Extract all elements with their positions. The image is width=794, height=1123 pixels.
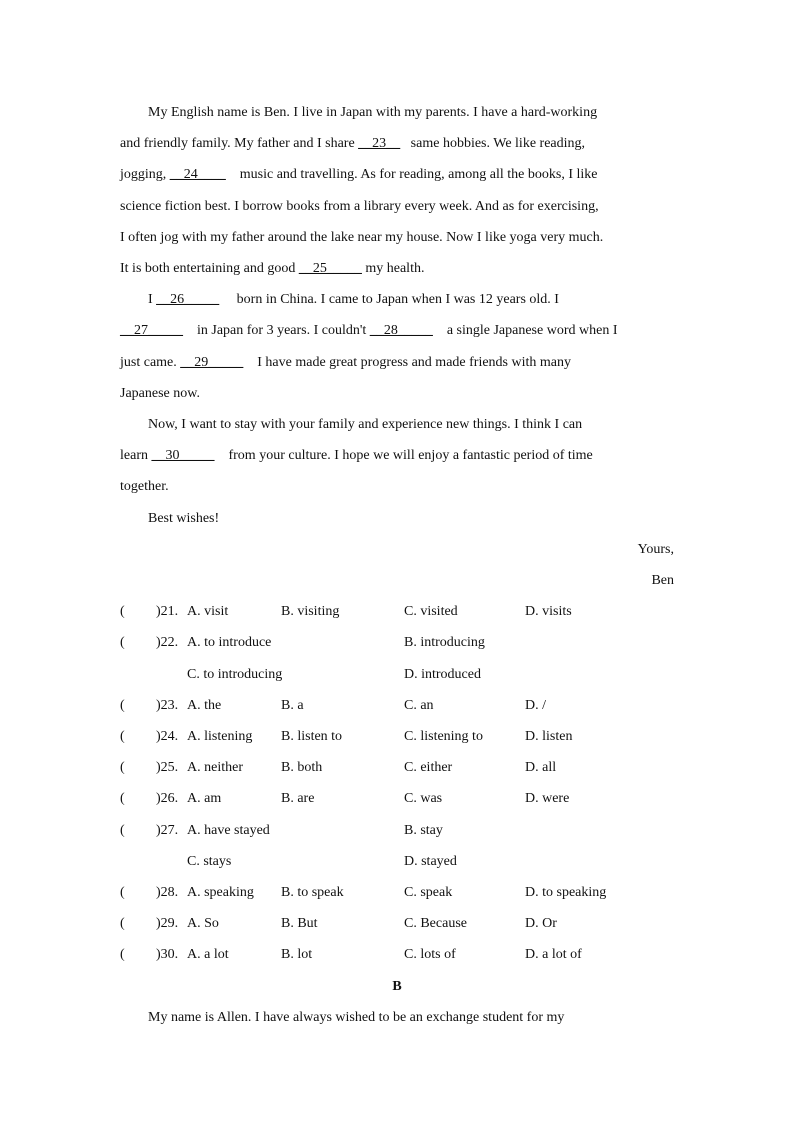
option-d: D. listen (525, 729, 573, 744)
question-row-continued (120, 659, 674, 690)
para2-line3: just came. __29_____ I have made great progress and made friends with many (120, 354, 571, 370)
question-list (120, 596, 674, 970)
question-row (120, 908, 674, 939)
option-a: A. the (187, 697, 222, 713)
letter-signature: Ben (651, 573, 674, 589)
para1-line4: science fiction best. I borrow books from a library every week. And as for exercising, (120, 198, 599, 214)
option-c: C. lots of (404, 947, 456, 963)
passage-a-paragraph-3 (120, 409, 674, 503)
question-number: )30. (156, 947, 179, 963)
option-b: B. But (281, 916, 318, 932)
para1-line3: jogging, __24____ music and travelling. As for reading, among all the books, I like (120, 167, 598, 183)
para1-line5: I often jog with my father around the lake near my house. Now I like yoga very much. (120, 229, 604, 245)
blank-26: __26_____ (156, 292, 220, 308)
option-a: A. speaking (187, 884, 254, 900)
question-number: )21. (156, 604, 179, 620)
option-b: B. lot (281, 947, 313, 963)
option-c: C. was (404, 791, 443, 807)
option-d: D. / (525, 697, 546, 713)
answer-paren[interactable]: ( (120, 760, 125, 776)
passage-a-paragraph-2: I __26_____ born in China. I came to Japan when I was 12 years old. I __27_____ in Japan for 3 years. I couldn't __28_____ a single Japanese word when I just came. __29_____ I have made great progress and made friends with many Japanese now. (120, 284, 674, 409)
option-c: C. listening to (404, 729, 483, 744)
blank-27: __27_____ (120, 323, 183, 339)
section-b-intro: My name is Allen. I have always wished to be an exchange student for my (148, 1009, 565, 1025)
question-row (120, 690, 674, 721)
option-a: A. So (187, 916, 219, 932)
passage-a-paragraph-1 (120, 97, 674, 284)
option-d: D. introduced (404, 666, 481, 682)
option-b: B. introducing (404, 635, 485, 651)
question-row (120, 596, 674, 627)
option-b: B. a (281, 697, 304, 713)
blank-24: __24____ (169, 167, 226, 183)
para2-line4: Japanese now. (120, 385, 200, 401)
section-b-heading: B (392, 978, 402, 994)
answer-paren[interactable]: ( (120, 635, 125, 651)
option-a: A. am (187, 791, 222, 807)
answer-paren[interactable]: ( (120, 729, 125, 744)
option-b: B. are (281, 791, 315, 807)
option-b: B. to speak (281, 884, 344, 900)
option-b: B. both (281, 760, 323, 776)
option-a: A. listening (187, 729, 253, 744)
answer-paren[interactable]: ( (120, 916, 125, 932)
letter-greeting: Best wishes! (148, 510, 220, 526)
option-d: D. were (525, 791, 570, 807)
para1-line1: My English name is Ben. I live in Japan with my parents. I have a hard-working (148, 105, 598, 120)
option-a: A. have stayed (187, 822, 270, 838)
para3-line1: Now, I want to stay with your family and experience new things. I think I can (148, 417, 583, 433)
para1-line6: It is both entertaining and good __25_____ my health. (120, 261, 425, 277)
para3-line2: learn __30_____ from your culture. I hope we will enjoy a fantastic period of time (120, 448, 593, 464)
option-a: A. a lot (187, 947, 229, 963)
option-d: D. visits (525, 604, 572, 620)
blank-28: __28_____ (369, 323, 433, 339)
option-c: C. speak (404, 884, 453, 900)
question-row-continued (120, 846, 674, 877)
blank-23: __23__ (358, 136, 401, 152)
option-d: D. stayed (404, 853, 457, 869)
letter-closing: Yours, (637, 541, 674, 557)
option-a: A. to introduce (187, 635, 272, 651)
option-c: C. visited (404, 604, 458, 620)
option-c: C. either (404, 760, 453, 776)
answer-paren[interactable]: ( (120, 604, 125, 620)
option-d: D. to speaking (525, 884, 607, 900)
question-number: )23. (156, 697, 179, 713)
answer-paren[interactable]: ( (120, 697, 125, 713)
blank-25: __25_____ (298, 261, 362, 277)
answer-paren[interactable]: ( (120, 822, 125, 838)
option-c: C. stays (187, 853, 232, 869)
question-number: )28. (156, 884, 179, 900)
option-b: B. stay (404, 822, 443, 838)
para2-line2: __27_____ in Japan for 3 years. I couldn't __28_____ a single Japanese word when I (120, 323, 618, 339)
answer-paren[interactable]: ( (120, 947, 125, 963)
option-c: C. an (404, 697, 434, 713)
question-number: )27. (156, 822, 179, 838)
question-row (120, 721, 674, 752)
option-a: A. visit (187, 604, 229, 620)
question-number: )24. (156, 729, 179, 744)
question-number: )22. (156, 635, 179, 651)
answer-paren[interactable]: ( (120, 884, 125, 900)
option-d: D. all (525, 760, 557, 776)
question-row (120, 815, 674, 846)
question-row (120, 627, 674, 658)
question-number: )25. (156, 760, 179, 776)
option-d: D. a lot of (525, 947, 582, 963)
worksheet-page (120, 97, 674, 1033)
question-row (120, 939, 674, 970)
answer-paren[interactable]: ( (120, 791, 125, 807)
question-row (120, 783, 674, 814)
question-number: )26. (156, 791, 179, 807)
option-b: B. visiting (281, 604, 340, 620)
option-a: A. neither (187, 760, 243, 776)
question-number: )29. (156, 916, 179, 932)
para3-line3: together. (120, 479, 169, 495)
option-c: C. Because (404, 916, 467, 932)
para1-line2: and friendly family. My father and I share __23__ same hobbies. We like reading, (120, 136, 586, 152)
option-c: C. to introducing (187, 666, 283, 682)
blank-30: __30_____ (151, 448, 215, 464)
blank-29: __29_____ (180, 354, 244, 370)
question-row (120, 752, 674, 783)
question-row (120, 877, 674, 908)
option-d: D. Or (525, 916, 557, 932)
option-b: B. listen to (281, 729, 343, 744)
